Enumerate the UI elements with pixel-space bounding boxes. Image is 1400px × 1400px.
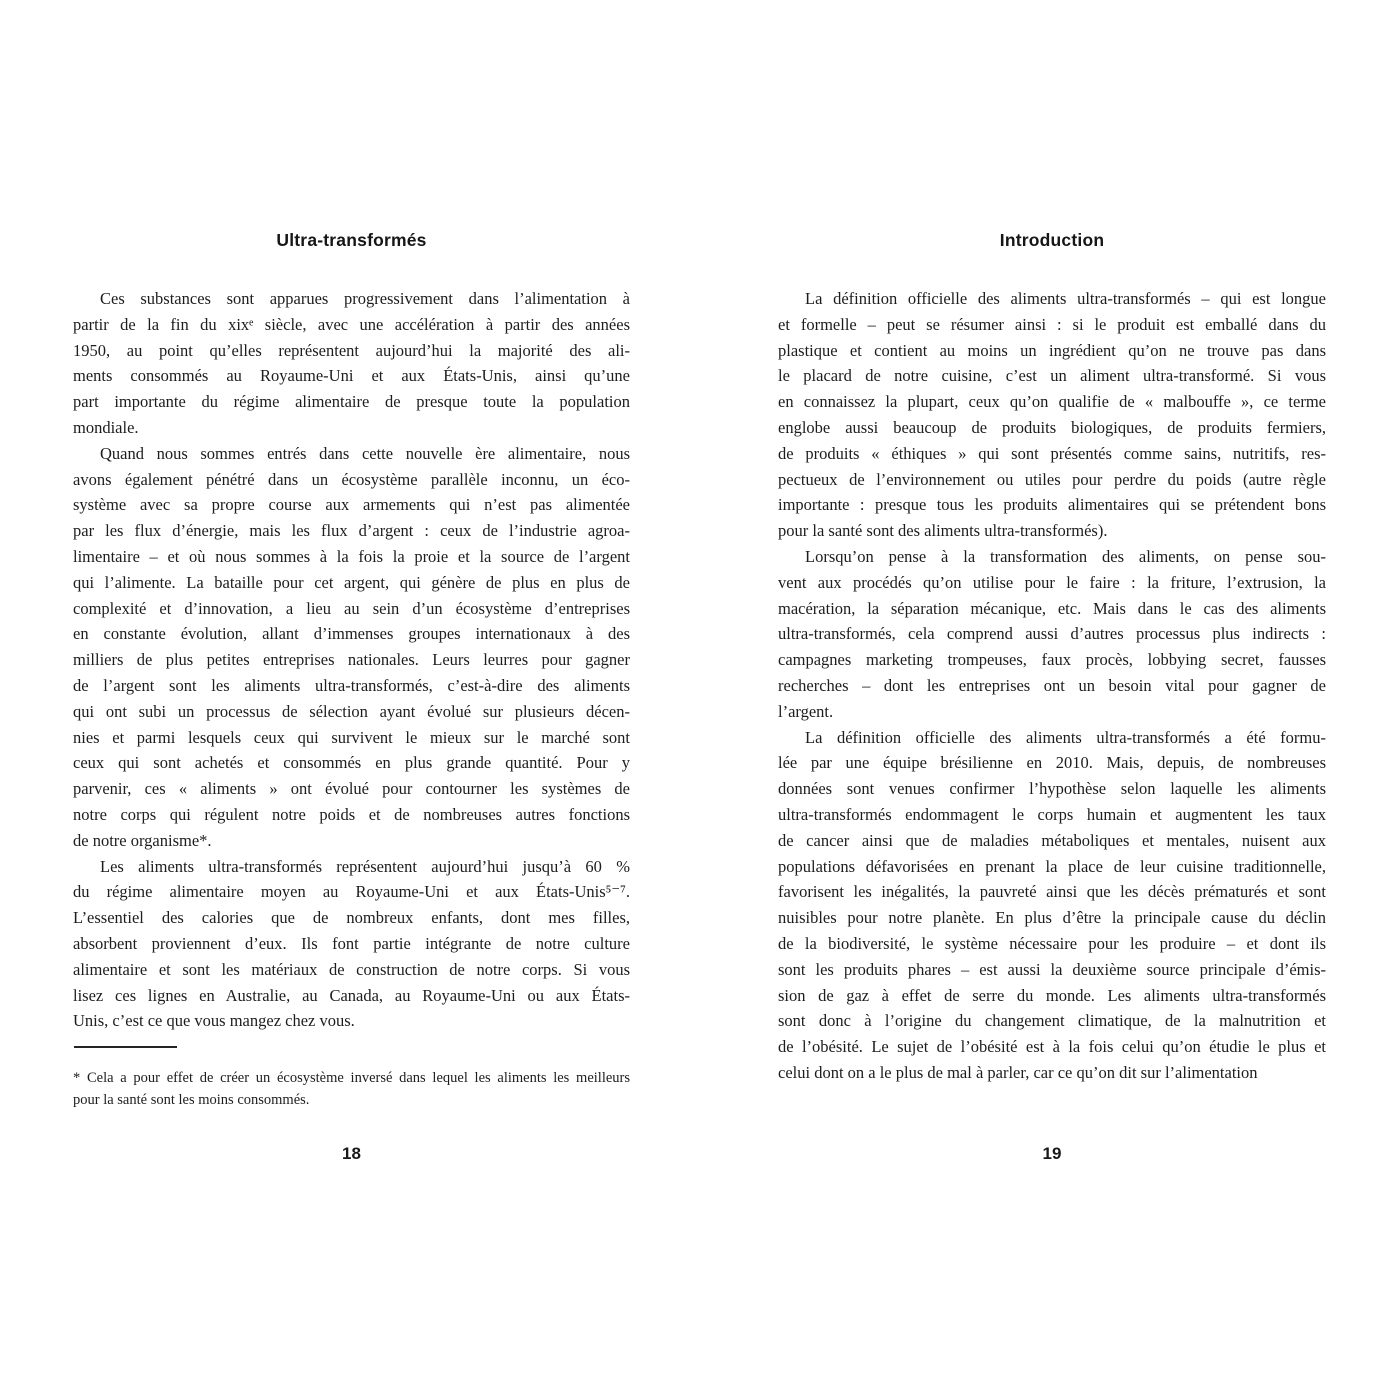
- text-line: sont donc à l’origine du changement climatique, de la malnutrition et: [778, 1011, 1326, 1031]
- text-line: de cancer ainsi que de maladies métaboliques et mentales, nuisent aux: [778, 830, 1326, 850]
- text-line: de la biodiversité, le système nécessaire pour les produire – et dont ils: [778, 933, 1326, 953]
- text-line: ments consommés au Royaume-Uni et aux États-Unis, ainsi qu’une: [73, 366, 630, 386]
- text-line: L’essentiel des calories que de nombreux enfants, dont mes filles,: [73, 908, 630, 928]
- text-line: par les flux d’énergie, mais les flux d’argent : ceux de l’industrie agroa-: [73, 521, 630, 541]
- text-line: de produits « éthiques » qui sont présentés comme sains, nutritifs, res-: [778, 443, 1326, 463]
- right-running-head: Introduction: [999, 230, 1105, 250]
- right-page: [778, 0, 1326, 1400]
- text-line: La définition officielle des aliments ultra-transformés – qui est longue: [805, 289, 1326, 308]
- text-line: complexité et d’innovation, a lieu au sein d’un écosystème d’entreprises: [73, 598, 630, 618]
- text-line: populations défavorisées en prenant la place de leur cuisine traditionnelle,: [778, 856, 1326, 876]
- text-line: * Cela a pour effet de créer un écosystème inversé dans lequel les aliments les meilleurs: [73, 1070, 630, 1086]
- text-line: Quand nous sommes entrés dans cette nouvelle ère alimentaire, nous: [100, 443, 630, 463]
- text-line: parvenir, ces « aliments » ont évolué pour contourner les systèmes de: [73, 779, 630, 799]
- text-line: importante : presque tous les produits alimentaires qui se prétendent bons: [778, 495, 1326, 515]
- text-line: qui l’alimente. La bataille pour cet argent, qui génère de plus en plus de: [73, 572, 630, 592]
- footnote: [73, 1068, 630, 1111]
- text-line: sont les produits phares – est aussi la deuxième source principale d’émis-: [778, 959, 1326, 979]
- text-line: milliers de plus petites entreprises nationales. Leurs leurres pour gagner: [73, 650, 630, 670]
- text-line: l’argent.: [778, 701, 834, 721]
- text-line: sion de gaz à effet de serre du monde. Les aliments ultra-transformés: [778, 985, 1326, 1005]
- footnote-rule: [74, 1046, 177, 1048]
- text-line: ultra-transformés endommagent le corps humain et augmentent les taux: [778, 804, 1326, 824]
- text-line: du régime alimentaire moyen au Royaume-Uni et aux États-Unis⁵⁻⁷.: [73, 882, 630, 902]
- text-line: La définition officielle des aliments ultra-transformés a été formu-: [805, 727, 1326, 747]
- text-line: Lorsqu’on pense à la transformation des aliments, on pense sou-: [805, 546, 1326, 566]
- text-line: nuisibles pour notre planète. En plus d’être la principale cause du déclin: [778, 908, 1326, 928]
- text-line: alimentaire et sont les matériaux de construction de notre corps. Si vous: [73, 959, 630, 979]
- text-line: avons également pénétré dans un écosystème parallèle inconnu, un éco-: [73, 469, 630, 489]
- text-line: celui dont on a le plus de mal à parler, car ce qu’on dit sur l’alimentation: [778, 1062, 1258, 1082]
- right-page-number: 19: [1042, 1144, 1062, 1163]
- text-line: limentaire – et où nous sommes à la fois la proie et la source de l’argent: [73, 546, 630, 566]
- text-line: en connaissez la plupart, ceux qu’on qualifie de « malbouffe », ce terme: [778, 392, 1326, 412]
- text-line: Unis, c’est ce que vous mangez chez vous.: [73, 1011, 355, 1031]
- text-line: partir de la fin du xixᵉ siècle, avec une accélération à partir des années: [73, 314, 630, 334]
- text-line: et formelle – peut se résumer ainsi : si le produit est emballé dans du: [778, 314, 1326, 334]
- text-line: de l’argent sont les aliments ultra-transformés, c’est-à-dire des aliments: [73, 675, 630, 695]
- text-line: plastique et contient au moins un ingrédient qu’on ne trouve pas dans: [778, 340, 1326, 360]
- text-line: notre corps qui régulent notre poids et de nombreuses autres fonctions: [73, 804, 630, 824]
- text-line: recherches – dont les entreprises ont un besoin vital pour gagner de: [778, 675, 1326, 695]
- text-line: le placard de notre cuisine, c’est un aliment ultra-transformé. Si vous: [778, 366, 1326, 386]
- text-line: données sont venues confirmer l’hypothèse selon laquelle les aliments: [778, 779, 1326, 799]
- text-line: 1950, au point qu’elles représentent aujourd’hui la majorité des ali-: [73, 340, 630, 360]
- text-line: système avec sa propre course aux armements qui n’est pas alimentée: [73, 495, 630, 515]
- text-line: Les aliments ultra-transformés représentent aujourd’hui jusqu’à 60 %: [100, 856, 630, 876]
- text-line: lée par une équipe brésilienne en 2010. Mais, depuis, de nombreuses: [778, 753, 1326, 773]
- left-page-number: 18: [342, 1144, 361, 1163]
- text-line: pour la santé sont les moins consommés.: [73, 1091, 310, 1108]
- text-line: de notre organisme*.: [73, 830, 212, 850]
- text-line: part importante du régime alimentaire de presque toute la population: [73, 392, 630, 412]
- left-page-body: [73, 286, 630, 1034]
- text-line: qui ont subi un processus de sélection ayant évolué sur plusieurs décen-: [73, 701, 630, 721]
- text-line: nies et parmi lesquels ceux qui survivent le mieux sur le marché sont: [73, 727, 630, 747]
- text-line: de l’obésité. Le sujet de l’obésité est à la fois celui qu’on étudie le plus et: [778, 1037, 1326, 1057]
- right-page-body: [778, 286, 1326, 1086]
- text-line: pectueux de l’environnement ou utiles pour perdre du poids (autre règle: [778, 469, 1326, 489]
- text-line: pour la santé sont des aliments ultra-transformés).: [778, 521, 1108, 541]
- text-line: macération, la séparation mécanique, etc. Mais dans le cas des aliments: [778, 598, 1326, 618]
- text-line: absorbent proviennent d’eux. Ils font partie intégrante de notre culture: [73, 933, 630, 953]
- left-running-head: Ultra-transformés: [276, 230, 427, 250]
- text-line: englobe aussi beaucoup de produits biologiques, de produits fermiers,: [778, 417, 1326, 437]
- text-line: en constante évolution, allant d’immenses groupes internationaux à des: [73, 624, 630, 644]
- text-line: campagnes marketing trompeuses, faux procès, lobbying secret, fausses: [778, 650, 1326, 670]
- text-line: mondiale.: [73, 417, 139, 437]
- text-line: favorisent les inégalités, la pauvreté ainsi que les décès prématurés et sont: [778, 882, 1326, 902]
- text-line: ultra-transformés, cela comprend aussi d’autres processus plus indirects :: [778, 624, 1326, 644]
- left-page: [73, 0, 630, 1400]
- text-line: Ces substances sont apparues progressivement dans l’alimentation à: [100, 289, 630, 308]
- text-line: lisez ces lignes en Australie, au Canada, au Royaume-Uni ou aux États-: [73, 985, 630, 1005]
- text-line: vent aux procédés qu’on utilise pour le faire : la friture, l’extrusion, la: [778, 572, 1326, 592]
- text-line: ceux qui sont achetés et consommés en plus grande quantité. Pour y: [73, 753, 630, 773]
